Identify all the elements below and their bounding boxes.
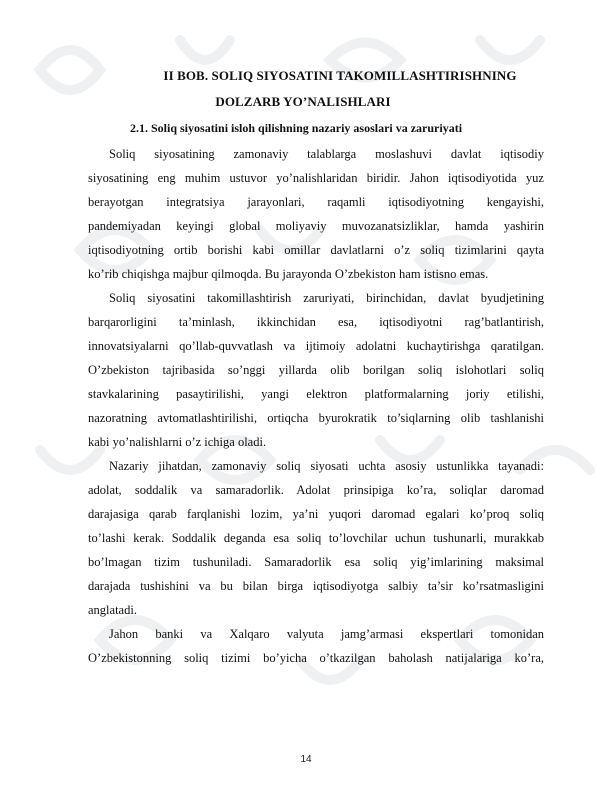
body-line: stavkalarining pasaytirilishi, yangi elektron platformalarning joriy etilishi,: [88, 387, 544, 401]
body-line: Soliq siyosatining zamonaviy talablarga moslashuvi davlat iqtisodiy: [109, 147, 544, 161]
body-line: iqtisodiyotning ortib borishi kabi omillar davlatlarni o’z soliq tizimlarini qayta: [88, 243, 544, 257]
chapter-title-line-2: DOLZARB YO’NALISHLARI: [215, 94, 391, 109]
body-line: to’lashi kerak. Soddalik deganda esa soliq to’lovchilar uchun tushunarli, murakkab: [88, 531, 544, 545]
chapter-title-line-1: II BOB. SOLIQ SIYOSATINI TAKOMILLASHTIRISHNING: [163, 68, 517, 83]
body-line: anglatadi.: [88, 603, 137, 617]
body-line: Soliq siyosatini takomillashtirish zaruriyati, birinchidan, davlat byudjetining: [109, 291, 544, 305]
body-line: siyosatining eng muhim ustuvor yo’nalishlaridan biridir. Jahon iqtisodiyotida yuz: [88, 171, 544, 185]
body-line: adolat, soddalik va samaradorlik. Adolat prinsipiga ko’ra, soliqlar daromad: [88, 483, 544, 497]
body-line: kabi yo’nalishlarni o’z ichiga oladi.: [88, 435, 267, 449]
body-line: barqarorligini ta’minlash, ikkinchidan esa, iqtisodiyotni rag’batlantirish,: [88, 315, 544, 329]
body-line: berayotgan integratsiya jarayonlari, raqamli iqtisodiyotning kengayishi,: [88, 195, 544, 209]
body-line: O’zbekistonning soliq tizimi bo’yicha o’tkazilgan baholash natijalariga ko’ra,: [88, 651, 544, 665]
body-line: bo’lmagan tizim tushuniladi. Samaradorlik esa soliq yig’imlarining maksimal: [88, 555, 544, 569]
page-number: 14: [300, 754, 312, 765]
body-line: O’zbekiston tajribasida so’nggi yillarda olib borilgan soliq islohotlari soliq: [88, 363, 544, 377]
body-line: darajasiga qarab farqlanishi lozim, ya’ni yuqori daromad egalari ko’proq soliq: [88, 507, 544, 521]
body-line: Jahon banki va Xalqaro valyuta jamg’armasi ekspertlari tomonidan: [109, 627, 544, 641]
section-title: 2.1. Soliq siyosatini isloh qilishning nazariy asoslari va zaruriyati: [130, 121, 463, 135]
body-line: pandemiyadan keyingi global moliyaviy muvozanatsizliklar, hamda yashirin: [88, 219, 544, 233]
body-line: Nazariy jihatdan, zamonaviy soliq siyosati uchta asosiy ustunlikka tayanadi:: [109, 459, 544, 473]
body-line: nazoratning avtomatlashtirilishi, ortiqcha byurokratik to’siqlarning olib tashlanishi: [88, 411, 544, 425]
body-line: darajada tushishini va bu bilan birga iqtisodiyotga salbiy ta’sir ko’rsatmasligini: [88, 579, 544, 593]
body-line: innovatsiyalarni qo’llab-quvvatlash va ijtimoiy adolatni kuchaytirishga qaratilgan.: [88, 339, 544, 353]
body-line: ko’rib chiqishga majbur qilmoqda. Bu jarayonda O’zbekiston ham istisno emas.: [88, 267, 489, 281]
